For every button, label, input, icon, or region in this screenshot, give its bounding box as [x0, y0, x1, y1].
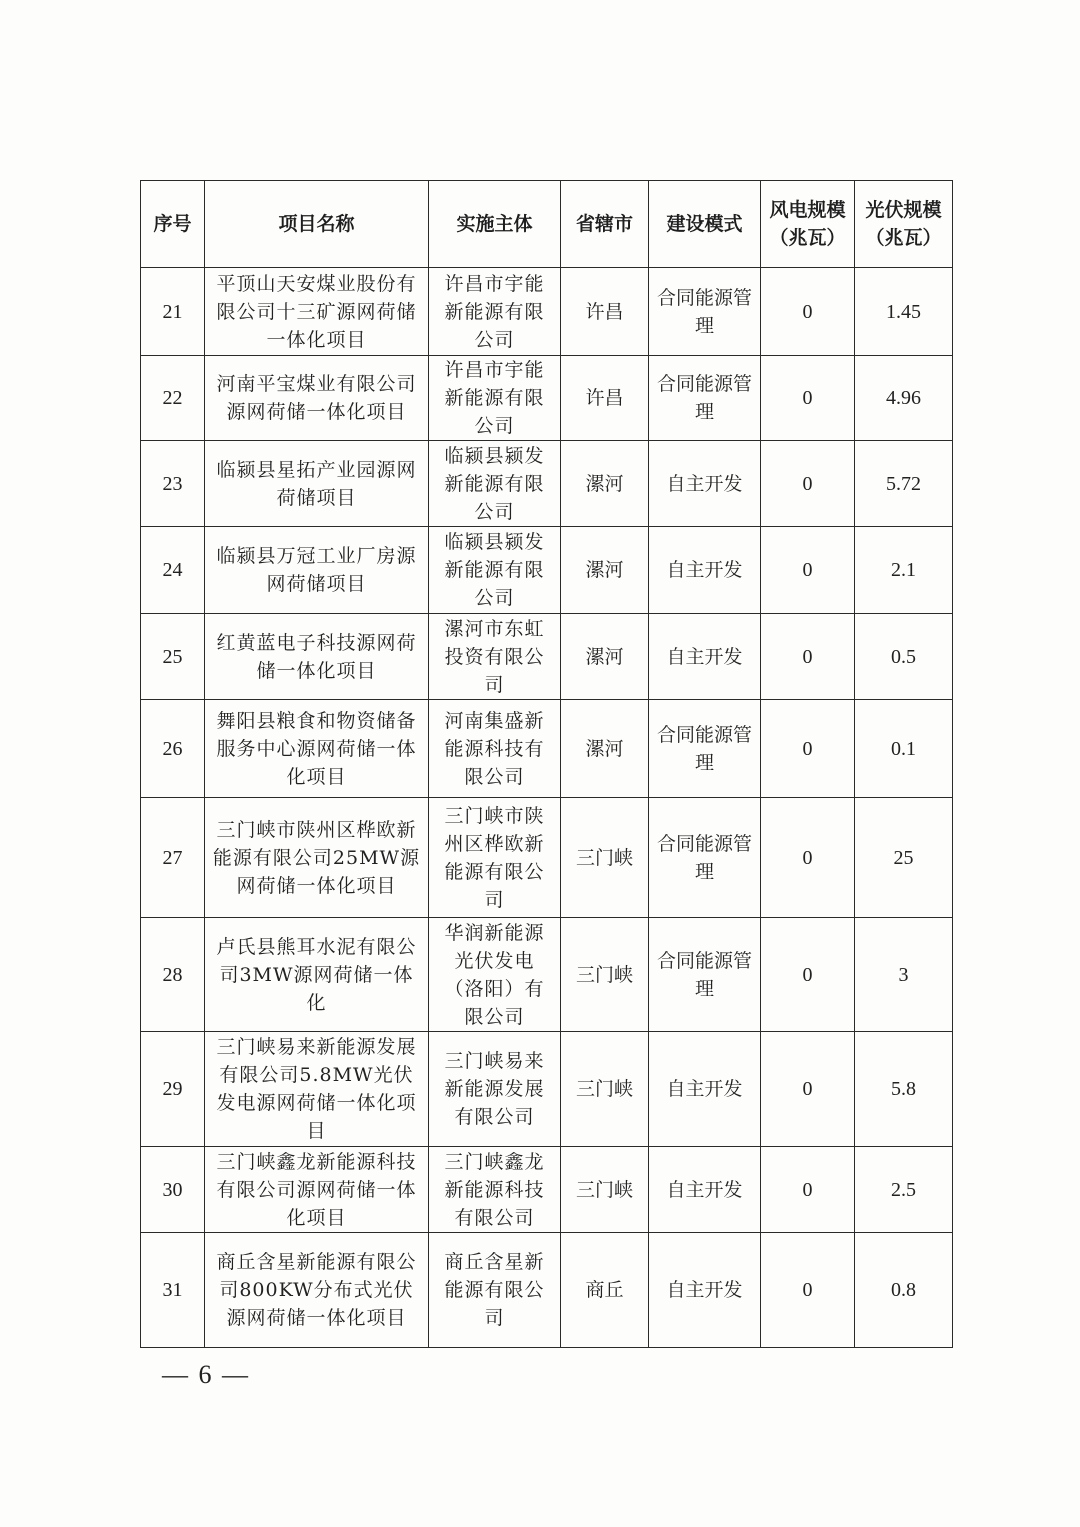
construction-mode: 合同能源管理	[649, 918, 761, 1032]
construction-mode: 自主开发	[649, 1233, 761, 1348]
row-index: 26	[141, 700, 205, 798]
table-row	[141, 1147, 953, 1233]
project-name: 商丘含星新能源有限公司800KW分布式光伏源网荷储一体化项目	[205, 1233, 429, 1348]
row-index: 22	[141, 356, 205, 441]
project-name: 三门峡易来新能源发展有限公司5.8MW光伏发电源网荷储一体化项目	[205, 1032, 429, 1147]
city: 漯河	[561, 700, 649, 798]
wind-scale: 0	[761, 700, 855, 798]
city: 三门峡	[561, 918, 649, 1032]
pv-scale: 0.1	[855, 700, 953, 798]
project-table	[140, 180, 953, 1348]
implementing-entity: 漯河市东虹投资有限公司	[429, 614, 561, 700]
header-project-name: 项目名称	[205, 181, 429, 268]
row-index: 30	[141, 1147, 205, 1233]
header-index: 序号	[141, 181, 205, 268]
wind-scale: 0	[761, 356, 855, 441]
project-name: 河南平宝煤业有限公司源网荷储一体化项目	[205, 356, 429, 441]
construction-mode: 自主开发	[649, 1032, 761, 1147]
header-pv-scale: 光伏规模（兆瓦）	[855, 181, 953, 268]
table-row	[141, 268, 953, 356]
construction-mode: 自主开发	[649, 527, 761, 614]
construction-mode: 合同能源管理	[649, 798, 761, 918]
table-row	[141, 356, 953, 441]
row-index: 31	[141, 1233, 205, 1348]
implementing-entity: 华润新能源光伏发电（洛阳）有限公司	[429, 918, 561, 1032]
header-entity: 实施主体	[429, 181, 561, 268]
row-index: 25	[141, 614, 205, 700]
implementing-entity: 许昌市宇能新能源有限公司	[429, 356, 561, 441]
wind-scale: 0	[761, 798, 855, 918]
pv-scale: 3	[855, 918, 953, 1032]
table-row	[141, 527, 953, 614]
city: 三门峡	[561, 798, 649, 918]
city: 三门峡	[561, 1147, 649, 1233]
city: 许昌	[561, 268, 649, 356]
row-index: 24	[141, 527, 205, 614]
pv-scale: 25	[855, 798, 953, 918]
city: 漯河	[561, 441, 649, 527]
project-name: 舞阳县粮食和物资储备服务中心源网荷储一体化项目	[205, 700, 429, 798]
table-row	[141, 918, 953, 1032]
wind-scale: 0	[761, 1233, 855, 1348]
header-city: 省辖市	[561, 181, 649, 268]
city: 漯河	[561, 614, 649, 700]
table-row	[141, 1032, 953, 1147]
table-row	[141, 441, 953, 527]
construction-mode: 合同能源管理	[649, 356, 761, 441]
table-row	[141, 700, 953, 798]
implementing-entity: 河南集盛新能源科技有限公司	[429, 700, 561, 798]
implementing-entity: 临颍县颍发新能源有限公司	[429, 527, 561, 614]
row-index: 27	[141, 798, 205, 918]
project-name: 临颍县星拓产业园源网荷储项目	[205, 441, 429, 527]
wind-scale: 0	[761, 527, 855, 614]
row-index: 23	[141, 441, 205, 527]
implementing-entity: 三门峡易来新能源发展有限公司	[429, 1032, 561, 1147]
table-header-row	[141, 181, 953, 268]
pv-scale: 2.5	[855, 1147, 953, 1233]
pv-scale: 5.72	[855, 441, 953, 527]
pv-scale: 5.8	[855, 1032, 953, 1147]
table-row	[141, 1233, 953, 1348]
wind-scale: 0	[761, 1032, 855, 1147]
construction-mode: 自主开发	[649, 441, 761, 527]
project-name: 三门峡市陕州区桦欧新能源有限公司25MW源网荷储一体化项目	[205, 798, 429, 918]
project-name: 卢氏县熊耳水泥有限公司3MW源网荷储一体化	[205, 918, 429, 1032]
pv-scale: 0.8	[855, 1233, 953, 1348]
wind-scale: 0	[761, 1147, 855, 1233]
pv-scale: 4.96	[855, 356, 953, 441]
project-name: 红黄蓝电子科技源网荷储一体化项目	[205, 614, 429, 700]
row-index: 28	[141, 918, 205, 1032]
wind-scale: 0	[761, 918, 855, 1032]
city: 漯河	[561, 527, 649, 614]
project-name: 平顶山天安煤业股份有限公司十三矿源网荷储一体化项目	[205, 268, 429, 356]
wind-scale: 0	[761, 268, 855, 356]
header-mode: 建设模式	[649, 181, 761, 268]
table-row	[141, 798, 953, 918]
construction-mode: 自主开发	[649, 614, 761, 700]
header-wind-scale: 风电规模（兆瓦）	[761, 181, 855, 268]
pv-scale: 0.5	[855, 614, 953, 700]
construction-mode: 合同能源管理	[649, 268, 761, 356]
city: 商丘	[561, 1233, 649, 1348]
wind-scale: 0	[761, 441, 855, 527]
implementing-entity: 许昌市宇能新能源有限公司	[429, 268, 561, 356]
pv-scale: 1.45	[855, 268, 953, 356]
city: 许昌	[561, 356, 649, 441]
implementing-entity: 临颍县颍发新能源有限公司	[429, 441, 561, 527]
wind-scale: 0	[761, 614, 855, 700]
implementing-entity: 三门峡鑫龙新能源科技有限公司	[429, 1147, 561, 1233]
construction-mode: 合同能源管理	[649, 700, 761, 798]
page-number: — 6 —	[162, 1360, 250, 1389]
city: 三门峡	[561, 1032, 649, 1147]
project-name: 三门峡鑫龙新能源科技有限公司源网荷储一体化项目	[205, 1147, 429, 1233]
table-row	[141, 614, 953, 700]
project-name: 临颍县万冠工业厂房源网荷储项目	[205, 527, 429, 614]
pv-scale: 2.1	[855, 527, 953, 614]
implementing-entity: 三门峡市陕州区桦欧新能源有限公司	[429, 798, 561, 918]
implementing-entity: 商丘含星新能源有限公司	[429, 1233, 561, 1348]
row-index: 21	[141, 268, 205, 356]
row-index: 29	[141, 1032, 205, 1147]
construction-mode: 自主开发	[649, 1147, 761, 1233]
